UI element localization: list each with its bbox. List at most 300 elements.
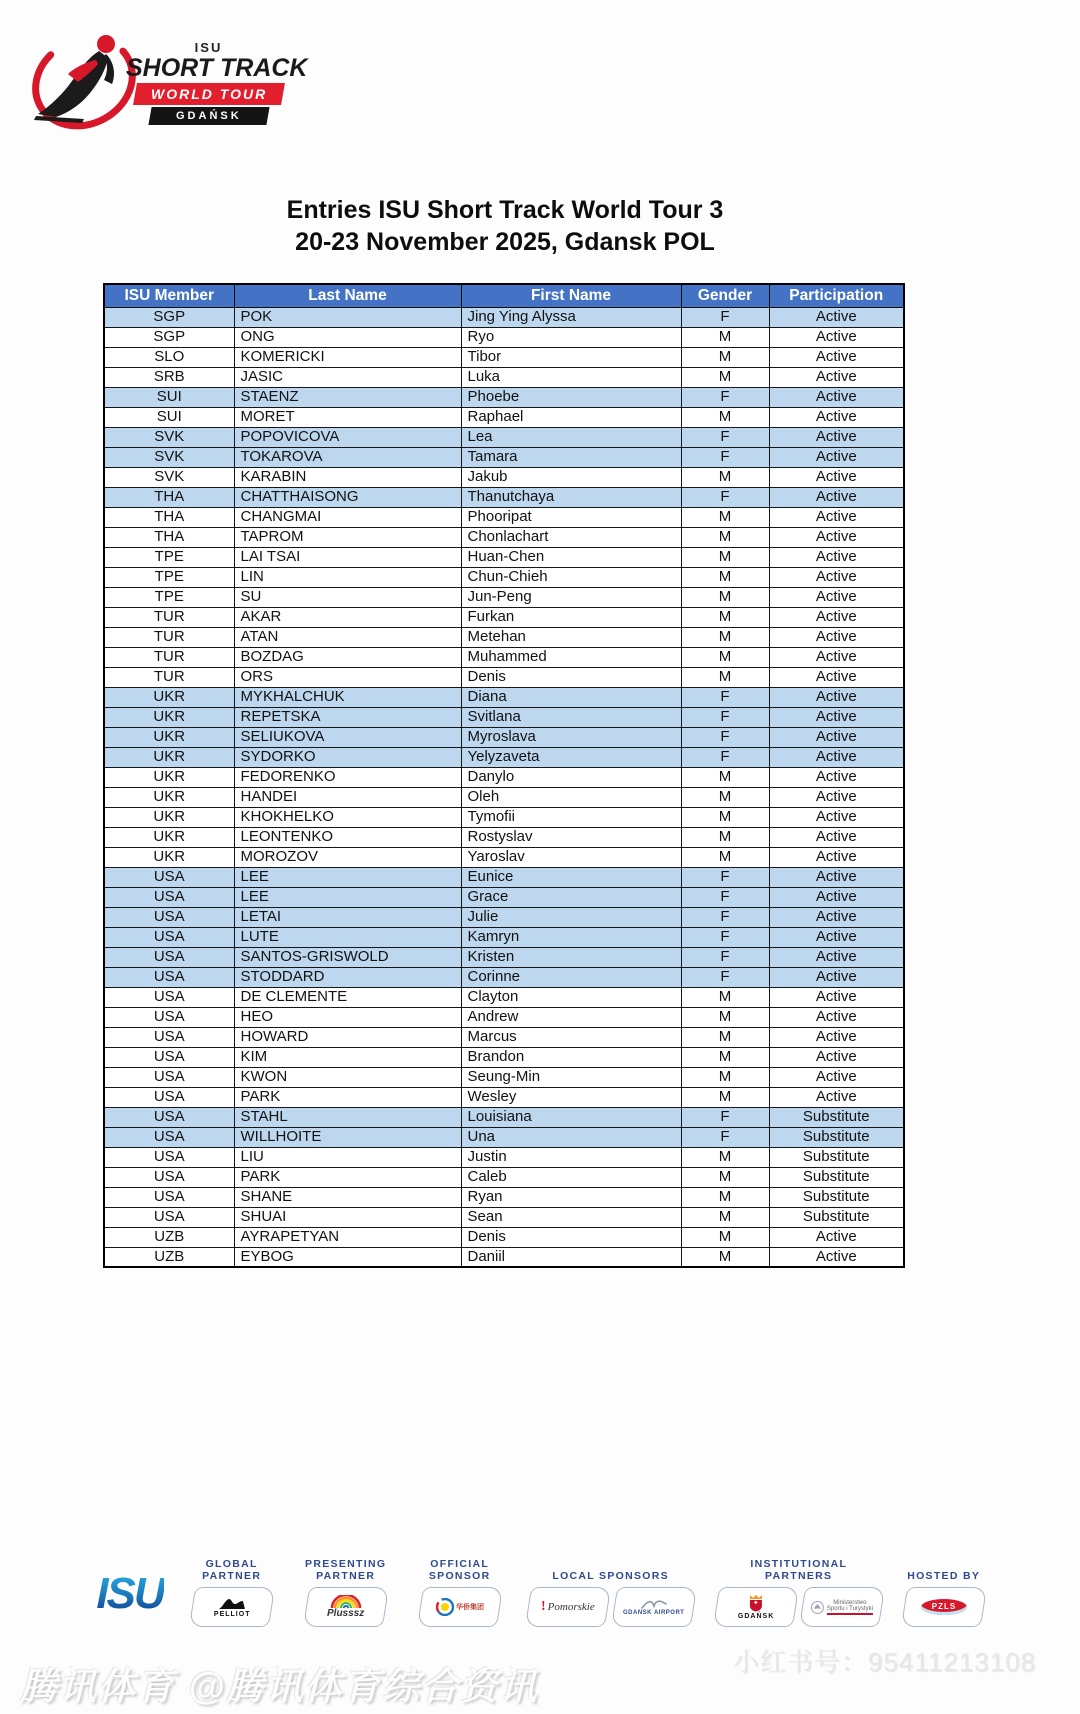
cell-isu-member: UKR bbox=[104, 827, 234, 847]
hosted-by-group bbox=[904, 1552, 984, 1627]
cell-last-name: HANDEI bbox=[234, 787, 461, 807]
cell-isu-member: USA bbox=[104, 1027, 234, 1047]
cell-participation: Active bbox=[769, 607, 904, 627]
cell-last-name: TAPROM bbox=[234, 527, 461, 547]
local-sponsors-label: LOCAL SPONSORS bbox=[552, 1570, 669, 1582]
cell-isu-member: USA bbox=[104, 1067, 234, 1087]
table-row bbox=[104, 487, 904, 507]
cell-gender: M bbox=[681, 1167, 769, 1187]
logo-city-label: GDAŃSK bbox=[175, 110, 242, 122]
pomorskie-logo-box bbox=[525, 1587, 611, 1627]
header-first-name: First Name bbox=[461, 284, 681, 307]
cell-isu-member: SVK bbox=[104, 467, 234, 487]
pzls-logo-box bbox=[901, 1587, 987, 1627]
cell-gender: M bbox=[681, 1227, 769, 1247]
table-row bbox=[104, 1167, 904, 1187]
cell-participation: Active bbox=[769, 587, 904, 607]
table-row bbox=[104, 1207, 904, 1227]
table-row bbox=[104, 467, 904, 487]
cell-last-name: SHUAI bbox=[234, 1207, 461, 1227]
cell-first-name: Denis bbox=[461, 1227, 681, 1247]
cell-first-name: Brandon bbox=[461, 1047, 681, 1067]
gdansk-city-logo-box bbox=[713, 1587, 799, 1627]
gdansk-crest-icon bbox=[746, 1595, 766, 1612]
cell-first-name: Tymofii bbox=[461, 807, 681, 827]
cell-first-name: Clayton bbox=[461, 987, 681, 1007]
cell-last-name: JASIC bbox=[234, 367, 461, 387]
cell-last-name: EYBOG bbox=[234, 1247, 461, 1267]
local-sponsors-group bbox=[528, 1552, 694, 1627]
cell-isu-member: SGP bbox=[104, 327, 234, 347]
cell-gender: F bbox=[681, 907, 769, 927]
rainbow-arc-icon bbox=[329, 1595, 363, 1609]
cell-first-name: Wesley bbox=[461, 1087, 681, 1107]
cell-last-name: LETAI bbox=[234, 907, 461, 927]
cell-gender: F bbox=[681, 867, 769, 887]
cell-participation: Substitute bbox=[769, 1147, 904, 1167]
global-partner-group bbox=[186, 1552, 278, 1627]
cell-isu-member: THA bbox=[104, 507, 234, 527]
cell-last-name: REPETSKA bbox=[234, 707, 461, 727]
cell-isu-member: USA bbox=[104, 1127, 234, 1147]
cell-isu-member: USA bbox=[104, 1147, 234, 1167]
cell-first-name: Seung-Min bbox=[461, 1067, 681, 1087]
cell-isu-member: UZB bbox=[104, 1247, 234, 1267]
cell-gender: F bbox=[681, 947, 769, 967]
cell-gender: M bbox=[681, 807, 769, 827]
cell-gender: M bbox=[681, 627, 769, 647]
cell-gender: M bbox=[681, 1067, 769, 1087]
table-row bbox=[104, 807, 904, 827]
global-partner-label: GLOBAL PARTNER bbox=[202, 1558, 262, 1582]
cell-gender: M bbox=[681, 647, 769, 667]
cell-isu-member: TUR bbox=[104, 607, 234, 627]
cell-first-name: Chonlachart bbox=[461, 527, 681, 547]
cell-first-name: Tibor bbox=[461, 347, 681, 367]
cell-gender: F bbox=[681, 307, 769, 327]
cell-gender: M bbox=[681, 1187, 769, 1207]
presenting-partner-label: PRESENTING PARTNER bbox=[305, 1558, 387, 1582]
table-row bbox=[104, 727, 904, 747]
cell-participation: Active bbox=[769, 627, 904, 647]
cell-isu-member: USA bbox=[104, 887, 234, 907]
cell-participation: Substitute bbox=[769, 1187, 904, 1207]
cell-participation: Active bbox=[769, 427, 904, 447]
cell-isu-member: UKR bbox=[104, 807, 234, 827]
cell-isu-member: SUI bbox=[104, 407, 234, 427]
table-row bbox=[104, 307, 904, 327]
pomorskie-exclamation-icon: ! bbox=[540, 1599, 546, 1614]
table-row bbox=[104, 927, 904, 947]
cell-first-name: Marcus bbox=[461, 1027, 681, 1047]
cell-gender: F bbox=[681, 1107, 769, 1127]
table-row bbox=[104, 327, 904, 347]
cell-last-name: POPOVICOVA bbox=[234, 427, 461, 447]
cell-participation: Active bbox=[769, 967, 904, 987]
cell-gender: M bbox=[681, 1087, 769, 1107]
institutional-partners-label: INSTITUTIONAL PARTNERS bbox=[750, 1558, 848, 1582]
cell-participation: Active bbox=[769, 1227, 904, 1247]
cell-last-name: KWON bbox=[234, 1067, 461, 1087]
cell-participation: Active bbox=[769, 807, 904, 827]
logo-short-track-label: SHORT TRACK bbox=[126, 54, 308, 82]
cell-participation: Active bbox=[769, 727, 904, 747]
cell-participation: Active bbox=[769, 447, 904, 467]
gdansk-airport-logo-label: GDANSK AIRPORT bbox=[622, 1610, 685, 1616]
cell-gender: M bbox=[681, 787, 769, 807]
cell-gender: F bbox=[681, 927, 769, 947]
cell-participation: Active bbox=[769, 787, 904, 807]
cell-isu-member: TUR bbox=[104, 627, 234, 647]
table-row bbox=[104, 987, 904, 1007]
cell-gender: F bbox=[681, 427, 769, 447]
entries-table bbox=[103, 283, 905, 1268]
cell-isu-member: UZB bbox=[104, 1227, 234, 1247]
cell-gender: M bbox=[681, 1147, 769, 1167]
cell-gender: M bbox=[681, 827, 769, 847]
cell-gender: M bbox=[681, 667, 769, 687]
cell-first-name: Oleh bbox=[461, 787, 681, 807]
cell-gender: M bbox=[681, 367, 769, 387]
cell-gender: M bbox=[681, 1207, 769, 1227]
table-row bbox=[104, 447, 904, 467]
cell-first-name: Corinne bbox=[461, 967, 681, 987]
cell-last-name: LEONTENKO bbox=[234, 827, 461, 847]
official-sponsor-label: OFFICIAL SPONSOR bbox=[428, 1558, 491, 1582]
cell-isu-member: USA bbox=[104, 967, 234, 987]
cell-last-name: PARK bbox=[234, 1087, 461, 1107]
table-row bbox=[104, 587, 904, 607]
cell-gender: M bbox=[681, 587, 769, 607]
table-row bbox=[104, 1247, 904, 1267]
cell-participation: Active bbox=[769, 307, 904, 327]
cell-isu-member: USA bbox=[104, 1167, 234, 1187]
cell-last-name: LAI TSAI bbox=[234, 547, 461, 567]
mountain-icon bbox=[217, 1597, 247, 1610]
cell-participation: Active bbox=[769, 687, 904, 707]
table-row bbox=[104, 547, 904, 567]
table-row bbox=[104, 607, 904, 627]
watermark-xiaohongshu-id: 小红书号：95411213108 bbox=[733, 1647, 1037, 1677]
table-row bbox=[104, 767, 904, 787]
cell-participation: Substitute bbox=[769, 1127, 904, 1147]
cell-last-name: WILLHOITE bbox=[234, 1127, 461, 1147]
cell-last-name: LIN bbox=[234, 567, 461, 587]
cell-participation: Active bbox=[769, 327, 904, 347]
cell-first-name: Phooripat bbox=[461, 507, 681, 527]
cell-first-name: Chun-Chieh bbox=[461, 567, 681, 587]
cell-participation: Active bbox=[769, 1087, 904, 1107]
huaqiao-globe-icon bbox=[436, 1598, 454, 1616]
table-row bbox=[104, 527, 904, 547]
cell-isu-member: USA bbox=[104, 1187, 234, 1207]
watermark-tencent-sports: 腾讯体育 @腾讯体育综合资讯 bbox=[20, 1666, 539, 1707]
cell-last-name: SU bbox=[234, 587, 461, 607]
pzls-logo-label: PZLS bbox=[931, 1602, 956, 1611]
table-row bbox=[104, 1087, 904, 1107]
entries-table-body bbox=[104, 307, 904, 1267]
sponsors-strip bbox=[0, 1552, 1080, 1627]
cell-isu-member: SVK bbox=[104, 447, 234, 467]
cell-first-name: Jun-Peng bbox=[461, 587, 681, 607]
cell-last-name: ATAN bbox=[234, 627, 461, 647]
cell-gender: F bbox=[681, 887, 769, 907]
cell-last-name: HEO bbox=[234, 1007, 461, 1027]
gdansk-city-logo-label: GDAŃSK bbox=[737, 1612, 774, 1620]
cell-first-name: Andrew bbox=[461, 1007, 681, 1027]
cell-first-name: Metehan bbox=[461, 627, 681, 647]
cell-isu-member: TPE bbox=[104, 587, 234, 607]
cell-isu-member: UKR bbox=[104, 707, 234, 727]
cell-last-name: STODDARD bbox=[234, 967, 461, 987]
cell-gender: F bbox=[681, 967, 769, 987]
cell-isu-member: UKR bbox=[104, 787, 234, 807]
isu-logo: ISU bbox=[96, 1569, 164, 1618]
table-row bbox=[104, 387, 904, 407]
table-row bbox=[104, 787, 904, 807]
cell-gender: F bbox=[681, 707, 769, 727]
cell-last-name: FEDORENKO bbox=[234, 767, 461, 787]
cell-last-name: STAHL bbox=[234, 1107, 461, 1127]
cell-gender: F bbox=[681, 747, 769, 767]
cell-first-name: Grace bbox=[461, 887, 681, 907]
cell-first-name: Myroslava bbox=[461, 727, 681, 747]
cell-isu-member: UKR bbox=[104, 727, 234, 747]
table-row bbox=[104, 847, 904, 867]
cell-first-name: Raphael bbox=[461, 407, 681, 427]
cell-participation: Active bbox=[769, 407, 904, 427]
cell-first-name: Svitlana bbox=[461, 707, 681, 727]
cell-isu-member: USA bbox=[104, 1087, 234, 1107]
pelliot-logo-box bbox=[189, 1587, 275, 1627]
table-row bbox=[104, 1027, 904, 1047]
cell-gender: F bbox=[681, 1127, 769, 1147]
cell-isu-member: TPE bbox=[104, 567, 234, 587]
cell-last-name: BOZDAG bbox=[234, 647, 461, 667]
cell-participation: Active bbox=[769, 1247, 904, 1267]
cell-first-name: Yelyzaveta bbox=[461, 747, 681, 767]
cell-gender: M bbox=[681, 347, 769, 367]
cell-gender: F bbox=[681, 447, 769, 467]
logo-city-banner bbox=[148, 107, 269, 125]
cell-participation: Active bbox=[769, 1067, 904, 1087]
cell-isu-member: SUI bbox=[104, 387, 234, 407]
table-row bbox=[104, 1007, 904, 1027]
cell-gender: F bbox=[681, 387, 769, 407]
logo-isu-label: ISU bbox=[194, 40, 223, 55]
cell-gender: M bbox=[681, 987, 769, 1007]
table-row bbox=[104, 967, 904, 987]
table-row bbox=[104, 667, 904, 687]
cell-last-name: LEE bbox=[234, 887, 461, 907]
cell-first-name: Justin bbox=[461, 1147, 681, 1167]
table-row bbox=[104, 627, 904, 647]
cell-first-name: Denis bbox=[461, 667, 681, 687]
table-row bbox=[104, 407, 904, 427]
cell-first-name: Kamryn bbox=[461, 927, 681, 947]
cell-participation: Active bbox=[769, 387, 904, 407]
cell-first-name: Diana bbox=[461, 687, 681, 707]
cell-participation: Active bbox=[769, 707, 904, 727]
cell-first-name: Danylo bbox=[461, 767, 681, 787]
cell-isu-member: THA bbox=[104, 487, 234, 507]
huaqiao-logo-box bbox=[417, 1587, 503, 1627]
cell-last-name: KARABIN bbox=[234, 467, 461, 487]
hosted-by-label: HOSTED BY bbox=[907, 1570, 981, 1582]
cell-first-name: Huan-Chen bbox=[461, 547, 681, 567]
table-row bbox=[104, 867, 904, 887]
cell-participation: Active bbox=[769, 487, 904, 507]
event-logo-text bbox=[126, 40, 308, 125]
cell-gender: M bbox=[681, 1247, 769, 1267]
cell-gender: M bbox=[681, 467, 769, 487]
plusssz-logo-box bbox=[303, 1587, 389, 1627]
table-row bbox=[104, 707, 904, 727]
cell-gender: M bbox=[681, 567, 769, 587]
cell-last-name: ORS bbox=[234, 667, 461, 687]
cell-last-name: AKAR bbox=[234, 607, 461, 627]
cell-isu-member: UKR bbox=[104, 747, 234, 767]
cell-gender: M bbox=[681, 1047, 769, 1067]
cell-first-name: Furkan bbox=[461, 607, 681, 627]
institutional-partners-group bbox=[716, 1552, 882, 1627]
cell-isu-member: USA bbox=[104, 1207, 234, 1227]
cell-participation: Active bbox=[769, 987, 904, 1007]
table-row bbox=[104, 367, 904, 387]
cell-isu-member: SLO bbox=[104, 347, 234, 367]
table-row bbox=[104, 567, 904, 587]
cell-gender: M bbox=[681, 327, 769, 347]
cell-participation: Active bbox=[769, 507, 904, 527]
cell-isu-member: USA bbox=[104, 1047, 234, 1067]
ministry-logo-line1: Ministerstwo bbox=[832, 1599, 867, 1606]
cell-first-name: Ryo bbox=[461, 327, 681, 347]
cell-participation: Active bbox=[769, 847, 904, 867]
cell-isu-member: TPE bbox=[104, 547, 234, 567]
cell-participation: Active bbox=[769, 647, 904, 667]
cell-first-name: Jakub bbox=[461, 467, 681, 487]
cell-gender: F bbox=[681, 687, 769, 707]
logo-world-tour-banner bbox=[133, 83, 285, 105]
eagle-icon bbox=[811, 1601, 824, 1614]
plusssz-logo-label: Plusssz bbox=[327, 1608, 365, 1619]
table-row bbox=[104, 347, 904, 367]
cell-last-name: SYDORKO bbox=[234, 747, 461, 767]
cell-gender: M bbox=[681, 547, 769, 567]
cell-gender: F bbox=[681, 727, 769, 747]
cell-isu-member: THA bbox=[104, 527, 234, 547]
cell-first-name: Yaroslav bbox=[461, 847, 681, 867]
table-header-row bbox=[104, 284, 904, 307]
cell-last-name: SHANE bbox=[234, 1187, 461, 1207]
cell-isu-member: UKR bbox=[104, 767, 234, 787]
cell-participation: Active bbox=[769, 907, 904, 927]
cell-first-name: Muhammed bbox=[461, 647, 681, 667]
cell-first-name: Caleb bbox=[461, 1167, 681, 1187]
cell-last-name: CHANGMAI bbox=[234, 507, 461, 527]
header-participation: Participation bbox=[769, 284, 904, 307]
cell-isu-member: USA bbox=[104, 927, 234, 947]
cell-participation: Active bbox=[769, 887, 904, 907]
cell-first-name: Rostyslav bbox=[461, 827, 681, 847]
cell-participation: Active bbox=[769, 527, 904, 547]
cell-first-name: Daniil bbox=[461, 1247, 681, 1267]
cell-participation: Active bbox=[769, 927, 904, 947]
cell-last-name: PARK bbox=[234, 1167, 461, 1187]
cell-last-name: KHOKHELKO bbox=[234, 807, 461, 827]
cell-isu-member: USA bbox=[104, 1107, 234, 1127]
cell-first-name: Kristen bbox=[461, 947, 681, 967]
table-row bbox=[104, 687, 904, 707]
cell-isu-member: USA bbox=[104, 1007, 234, 1027]
cell-first-name: Eunice bbox=[461, 867, 681, 887]
cell-gender: M bbox=[681, 1027, 769, 1047]
official-sponsor-group bbox=[414, 1552, 506, 1627]
cell-participation: Active bbox=[769, 827, 904, 847]
cell-isu-member: SRB bbox=[104, 367, 234, 387]
cell-isu-member: TUR bbox=[104, 667, 234, 687]
table-row bbox=[104, 827, 904, 847]
table-row bbox=[104, 647, 904, 667]
cell-last-name: SANTOS-GRISWOLD bbox=[234, 947, 461, 967]
cell-gender: M bbox=[681, 1007, 769, 1027]
cell-last-name: LIU bbox=[234, 1147, 461, 1167]
cell-first-name: Louisiana bbox=[461, 1107, 681, 1127]
header-isu-member: ISU Member bbox=[104, 284, 234, 307]
cell-participation: Active bbox=[769, 947, 904, 967]
table-row bbox=[104, 507, 904, 527]
cell-participation: Active bbox=[769, 1007, 904, 1027]
cell-gender: M bbox=[681, 847, 769, 867]
cell-participation: Active bbox=[769, 667, 904, 687]
pzls-oval-icon bbox=[921, 1599, 967, 1615]
table-row bbox=[104, 1047, 904, 1067]
cell-participation: Active bbox=[769, 1027, 904, 1047]
cell-first-name: Tamara bbox=[461, 447, 681, 467]
cell-isu-member: TUR bbox=[104, 647, 234, 667]
cell-participation: Active bbox=[769, 367, 904, 387]
cell-first-name: Thanutchaya bbox=[461, 487, 681, 507]
cell-last-name: SELIUKOVA bbox=[234, 727, 461, 747]
cell-first-name: Jing Ying Alyssa bbox=[461, 307, 681, 327]
cell-last-name: HOWARD bbox=[234, 1027, 461, 1047]
cell-isu-member: SVK bbox=[104, 427, 234, 447]
cell-gender: M bbox=[681, 607, 769, 627]
presenting-partner-group bbox=[300, 1552, 392, 1627]
cell-participation: Active bbox=[769, 767, 904, 787]
cell-participation: Active bbox=[769, 867, 904, 887]
cell-last-name: POK bbox=[234, 307, 461, 327]
table-row bbox=[104, 1187, 904, 1207]
cell-participation: Substitute bbox=[769, 1207, 904, 1227]
airport-swoosh-icon bbox=[640, 1598, 668, 1610]
table-row bbox=[104, 947, 904, 967]
cell-first-name: Sean bbox=[461, 1207, 681, 1227]
cell-last-name: MYKHALCHUK bbox=[234, 687, 461, 707]
cell-last-name: KIM bbox=[234, 1047, 461, 1067]
table-row bbox=[104, 427, 904, 447]
table-row bbox=[104, 1147, 904, 1167]
table-row bbox=[104, 1067, 904, 1087]
cell-last-name: LEE bbox=[234, 867, 461, 887]
cell-isu-member: USA bbox=[104, 987, 234, 1007]
cell-participation: Active bbox=[769, 347, 904, 367]
cell-last-name: MORET bbox=[234, 407, 461, 427]
cell-last-name: DE CLEMENTE bbox=[234, 987, 461, 1007]
cell-first-name: Ryan bbox=[461, 1187, 681, 1207]
title-line-2: 20-23 November 2025, Gdansk POL bbox=[295, 228, 715, 256]
gdansk-airport-logo-box bbox=[611, 1587, 697, 1627]
